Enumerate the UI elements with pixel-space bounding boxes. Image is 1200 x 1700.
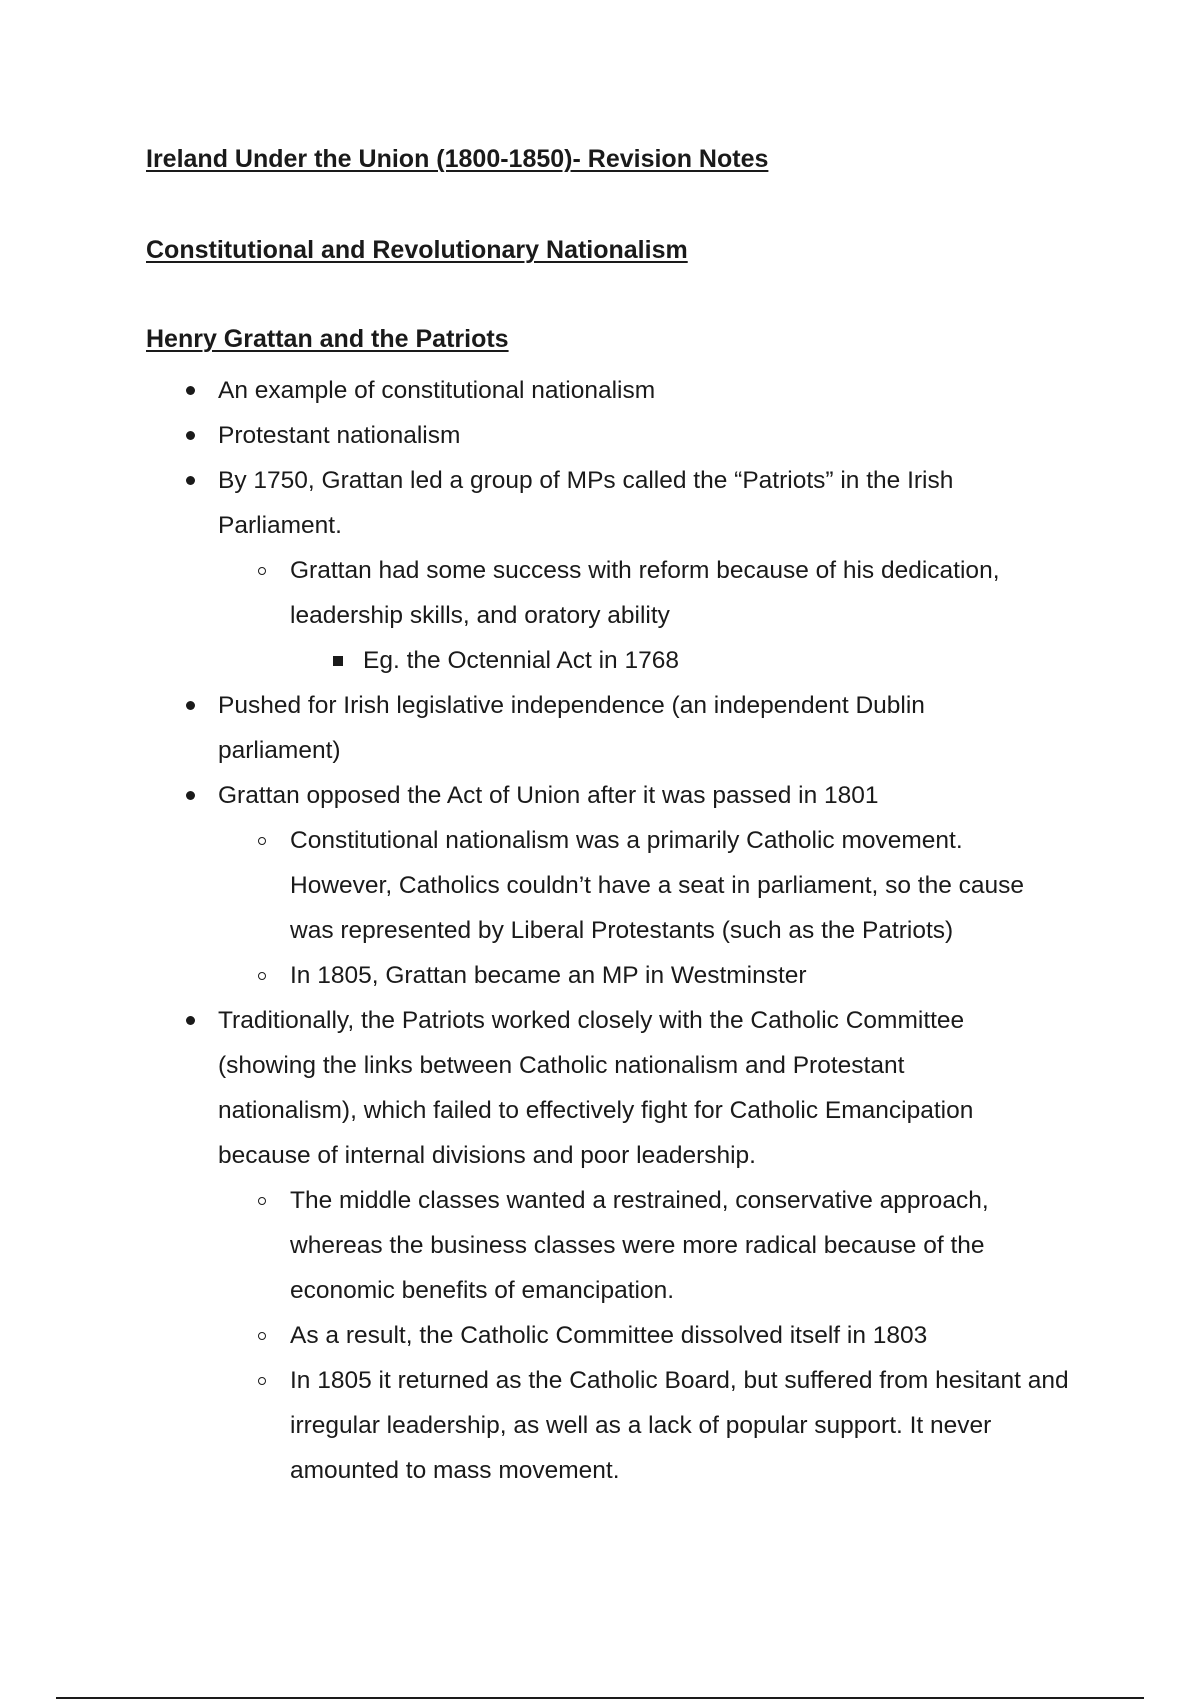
disc-bullet-icon <box>186 386 195 395</box>
footer-divider <box>56 1697 1144 1699</box>
list-item <box>0 1178 1070 1313</box>
disc-bullet-icon <box>186 701 195 710</box>
document-title: Ireland Under the Union (1800-1850)- Revision Notes <box>146 145 769 173</box>
notes-list <box>0 368 1200 1493</box>
disc-bullet-icon <box>186 476 195 485</box>
bullet-marker <box>180 413 200 458</box>
list-item <box>0 1313 1070 1358</box>
circle-bullet-icon <box>258 1332 266 1340</box>
bullet-marker <box>252 548 272 593</box>
section-title: Constitutional and Revolutionary Nationalism <box>146 236 688 264</box>
list-item <box>0 458 1038 548</box>
circle-bullet-icon <box>258 1377 266 1385</box>
list-item <box>0 368 1038 413</box>
list-item <box>0 998 1038 1178</box>
circle-bullet-icon <box>258 837 266 845</box>
disc-bullet-icon <box>186 431 195 440</box>
list-item-text: Eg. the Octennial Act in 1768 <box>363 647 679 674</box>
bullet-marker <box>180 458 200 503</box>
list-item <box>0 548 1070 638</box>
list-item <box>0 773 1038 818</box>
list-item <box>0 818 1070 953</box>
list-item <box>0 953 1070 998</box>
circle-bullet-icon <box>258 972 266 980</box>
list-item-text: In 1805 it returned as the Catholic Board, but suffered from hesitant and irregular leadership, as well as a lack of popular support. It never amounted to mass movement. <box>290 1367 1069 1484</box>
subsection-title: Henry Grattan and the Patriots <box>146 325 509 353</box>
list-item-text: Protestant nationalism <box>218 422 461 449</box>
list-item-text: Grattan opposed the Act of Union after it was passed in 1801 <box>218 782 879 809</box>
list-item <box>0 413 1038 458</box>
list-item-text: In 1805, Grattan became an MP in Westminster <box>290 962 807 989</box>
square-bullet-icon <box>333 656 343 666</box>
bullet-marker <box>180 368 200 413</box>
bullet-marker <box>180 773 200 818</box>
list-item-text: As a result, the Catholic Committee dissolved itself in 1803 <box>290 1322 928 1349</box>
disc-bullet-icon <box>186 791 195 800</box>
circle-bullet-icon <box>258 1197 266 1205</box>
list-item-text: Constitutional nationalism was a primarily Catholic movement. However, Catholics couldn’t have a seat in parliament, so the cause was represented by Liberal Protestants (such as the Patriots) <box>290 827 1025 944</box>
list-item-text: Pushed for Irish legislative independence (an independent Dublin parliament) <box>218 692 925 764</box>
bullet-marker <box>252 818 272 863</box>
circle-bullet-icon <box>258 567 266 575</box>
list-item <box>0 1358 1070 1493</box>
list-item <box>0 638 1063 683</box>
bullet-marker <box>252 1178 272 1223</box>
bullet-marker <box>180 998 200 1043</box>
bullet-marker <box>328 638 348 683</box>
list-item-text: Grattan had some success with reform because of his dedication, leadership skills, and oratory ability <box>290 557 1000 629</box>
bullet-marker <box>252 1358 272 1403</box>
list-item-text: Traditionally, the Patriots worked closely with the Catholic Committee (showing the links between Catholic nationalism and Protestant nationalism), which failed to effectively fight for Catholic Emancipation because of internal divisions and poor leadership. <box>218 1007 974 1169</box>
list-item <box>0 683 1038 773</box>
list-item-text: The middle classes wanted a restrained, conservative approach, whereas the business classes were more radical because of the economic benefits of emancipation. <box>290 1187 989 1304</box>
disc-bullet-icon <box>186 1016 195 1025</box>
bullet-marker <box>180 683 200 728</box>
list-item-text: By 1750, Grattan led a group of MPs called the “Patriots” in the Irish Parliament. <box>218 467 954 539</box>
bullet-marker <box>252 953 272 998</box>
bullet-marker <box>252 1313 272 1358</box>
list-item-text: An example of constitutional nationalism <box>218 377 656 404</box>
